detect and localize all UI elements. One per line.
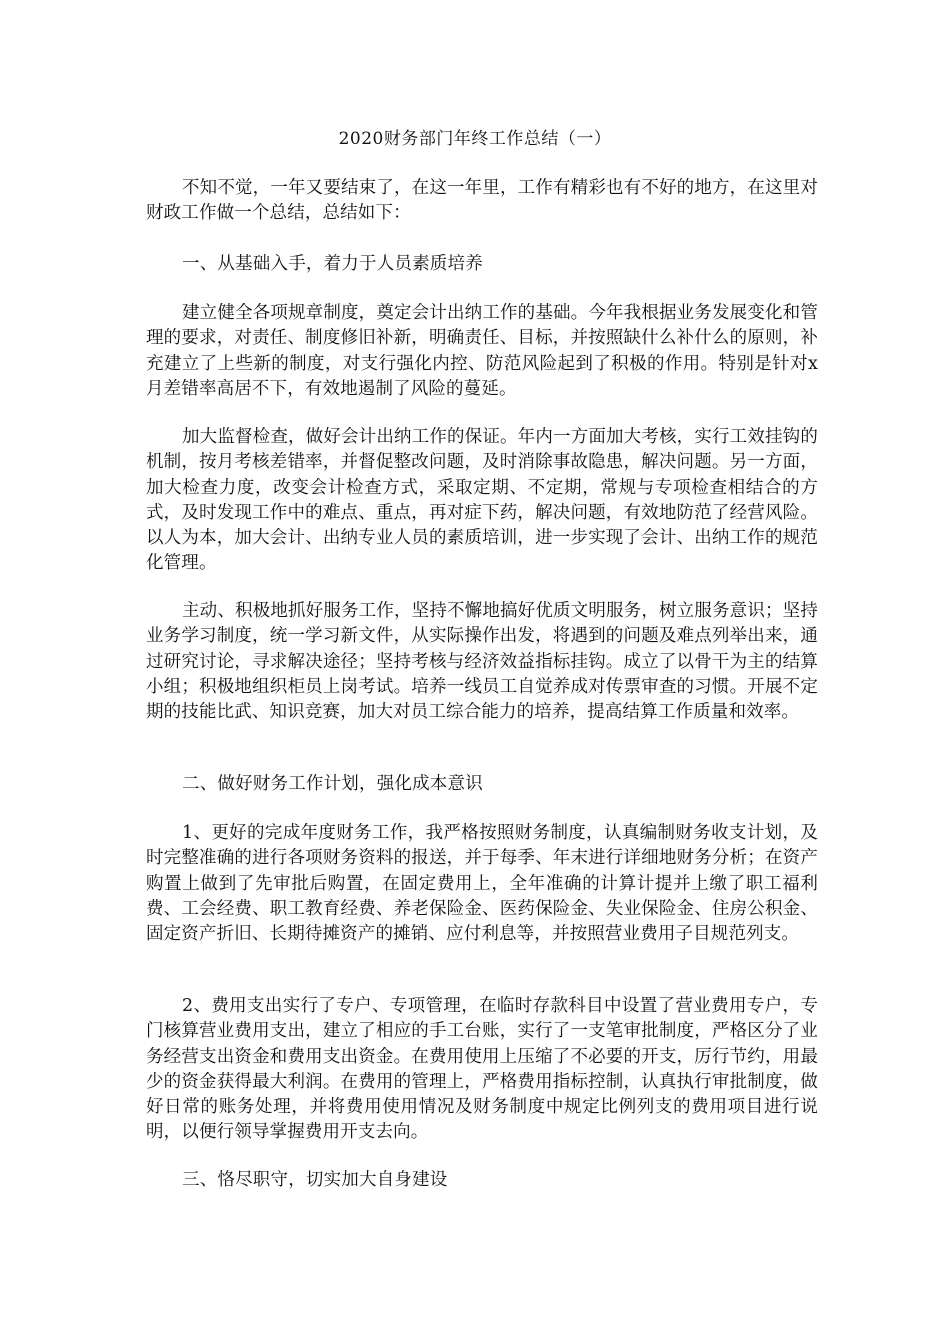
section-2-heading: 二、做好财务工作计划，强化成本意识 — [182, 774, 483, 794]
section-1-paragraph-2: 加大监督检查，做好会计出纳工作的保证。年内一方面加大考核，实行工效挂钩的机制，按月考核差错率，并督促整改问题，及时消除事故隐患，解决问题。另一方面，加大检查力度，改变会计检查方式，采取定期、不定期，常规与专项检查相结合的方式，及时发现工作中的难点、重点，再对症下药，解决问题，有效地防范了经营风险。以人为本，加大会计、出纳专业人员的素质培训，进一步实现了会计、出纳工作的规范化管理。 — [146, 427, 818, 574]
section-1-paragraph-3: 主动、积极地抓好服务工作，坚持不懈地搞好优质文明服务，树立服务意识；坚持业务学习制度，统一学习新文件，从实际操作出发，将遇到的问题及难点列举出来，通过研究讨论，寻求解决途径；坚持考核与经济效益指标挂钩。成立了以骨干为主的结算小组；积极地组织柜员上岗考试。培养一线员工自觉养成对传票审查的习惯。开展不定期的技能比武、知识竞赛，加大对员工综合能力的培养，提高结算工作质量和效率。 — [146, 601, 818, 723]
section-1-heading: 一、从基础入手，着力于人员素质培养 — [182, 254, 483, 274]
section-2-paragraph-1: 1、更好的完成年度财务工作，我严格按照财务制度，认真编制财务收支计划，及时完整准确的进行各项财务资料的报送，并于每季、年末进行详细地财务分析；在资产购置上做到了先审批后购置，在固定费用上，全年准确的计算计提并上缴了职工福利费、工会经费、职工教育经费、养老保险金、医药保险金、失业保险金、住房公积金、固定资产折旧、长期待摊资产的摊销、应付利息等，并按照营业费用子目规范列支。 — [146, 823, 818, 945]
section-3-heading: 三、恪尽职守，切实加大自身建设 — [182, 1170, 448, 1190]
section-2-paragraph-2: 2、费用支出实行了专户、专项管理，在临时存款科目中设置了营业费用专户，专门核算营业费用支出，建立了相应的手工台账，实行了一支笔审批制度，严格区分了业务经营支出资金和费用支出资金。在费用使用上压缩了不必要的开支，厉行节约，用最少的资金获得最大利润。在费用的管理上，严格费用指标控制，认真执行审批制度，做好日常的账务处理，并将费用使用情况及财务制度中规定比例列支的费用项目进行说明，以便行领导掌握费用开支去向。 — [146, 996, 818, 1143]
intro-paragraph: 不知不觉，一年又要结束了，在这一年里，工作有精彩也有不好的地方，在这里对财政工作做一个总结，总结如下： — [146, 178, 818, 224]
document-title: 2020财务部门年终工作总结（一） — [338, 129, 612, 149]
section-1-paragraph-1: 建立健全各项规章制度，奠定会计出纳工作的基础。今年我根据业务发展变化和管理的要求，对责任、制度修旧补新，明确责任、目标，并按照缺什么补什么的原则，补充建立了上些新的制度，对支行强化内控、防范风险起到了积极的作用。特别是针对x月差错率高居不下，有效地遏制了风险的蔓延。 — [146, 303, 818, 399]
